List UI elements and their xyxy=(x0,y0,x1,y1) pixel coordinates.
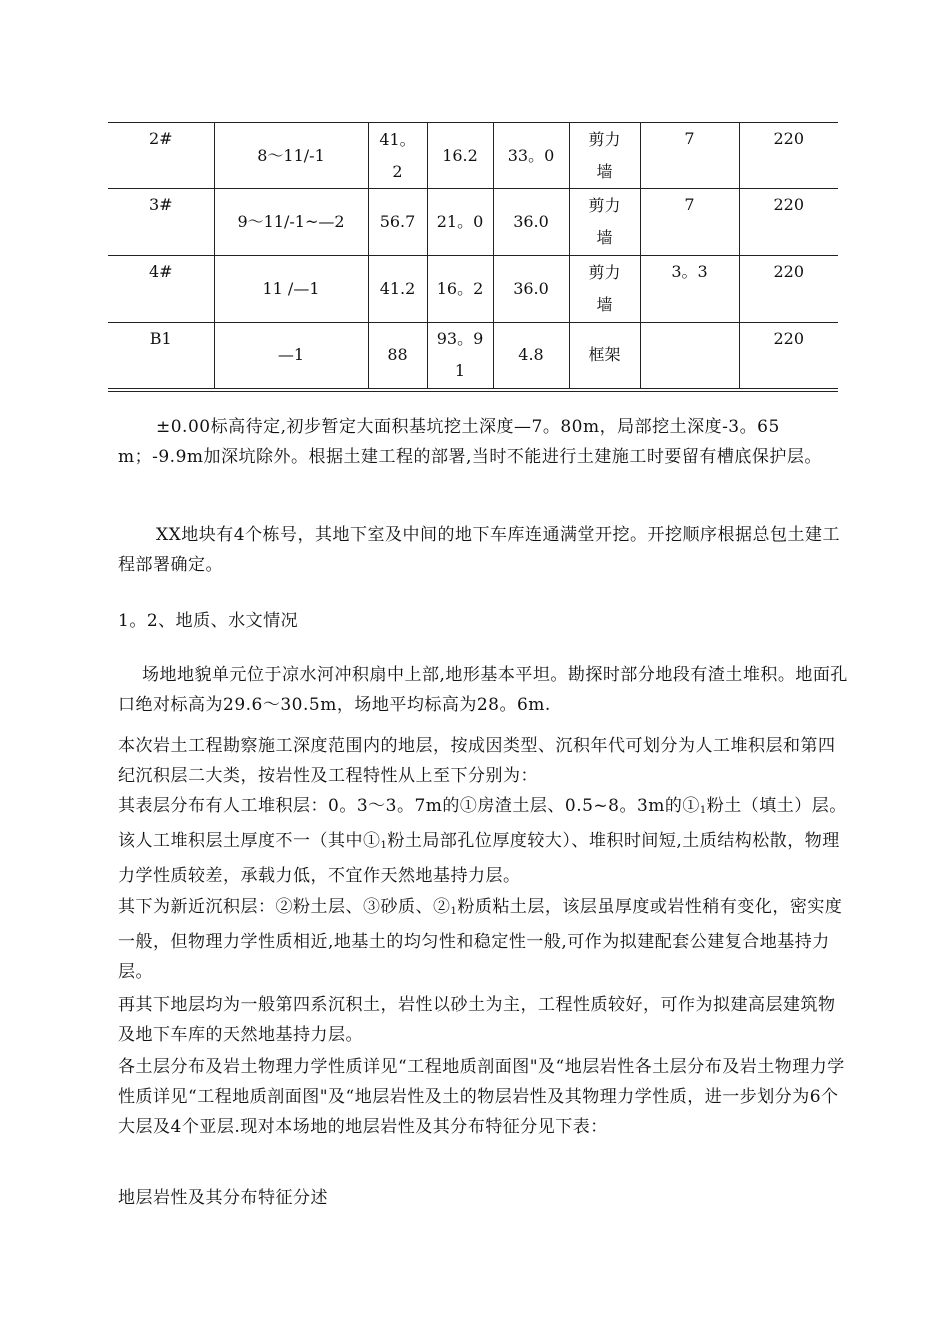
axis-cell: 11 /—1 xyxy=(214,256,368,323)
subscript: 1 xyxy=(699,805,707,816)
value-cell: 93。91 xyxy=(427,323,493,390)
table-row xyxy=(108,256,838,323)
height-cell: 41.2 xyxy=(368,256,427,323)
paragraph-recent-deposits xyxy=(118,892,848,987)
value-cell: 220 xyxy=(739,123,838,189)
structure-cell: 剪力墙 xyxy=(569,189,640,256)
value-cell: 21。0 xyxy=(427,189,493,256)
building-spec-table xyxy=(108,122,838,392)
building-id-cell: B1 xyxy=(108,323,214,390)
paragraph-site-blocks: XX地块有4个栋号，其地下室及中间的地下车库连通满堂开挖。开挖顺序根据总包土建工程部署确定。 xyxy=(118,525,841,575)
value-cell: 7 xyxy=(640,189,739,256)
table-row xyxy=(108,123,838,189)
paragraph-fill-layer xyxy=(118,791,848,891)
paragraph-landform: 场地地貌单元位于凉水河冲积扇中上部,地形基本平坦。勘探时部分地段有渣土堆积。地面孔口绝对标高为29.6～30.5m，场地平均标高为28。6m. xyxy=(118,665,848,715)
paragraph-excavation-depth: ±0.00标高待定,初步暂定大面积基坑挖土深度—7。80m，局部挖土深度-3。65 m；-9.9m加深坑除外。根据土建工程的部署,当时不能进行土建施工时要留有槽底保护层。 xyxy=(118,417,822,467)
axis-cell: 8～11/-1 xyxy=(214,123,368,189)
section-heading: 1。2、地质、水文情况 xyxy=(118,611,299,631)
paragraph-references: 各土层分布及岩土物理力学性质详见“工程地质剖面图"及“地层岩性各土层分布及岩土物理力学性质详见“工程地质剖面图"及“地层岩性及土的物层岩性及其物理力学性质，进一步划分为6个大层及4个亚层.现对本场地的地层岩性及其分布特征分见下表： xyxy=(118,1057,845,1137)
paragraph-table-caption: 地层岩性及其分布特征分述 xyxy=(118,1188,328,1208)
value-cell: 220 xyxy=(739,323,838,390)
text-segment: 粉土（填土）层。该人工堆积层土厚度不一（其中① xyxy=(118,796,847,851)
subscript: 1 xyxy=(450,906,458,917)
axis-cell: —1 xyxy=(214,323,368,390)
value-cell: 16.2 xyxy=(427,123,493,189)
axis-cell: 9～11/-1~—2 xyxy=(214,189,368,256)
structure-cell: 框架 xyxy=(569,323,640,390)
height-cell: 88 xyxy=(368,323,427,390)
value-cell: 4.8 xyxy=(493,323,569,390)
value-cell: 36.0 xyxy=(493,189,569,256)
value-cell: 36.0 xyxy=(493,256,569,323)
value-cell: 7 xyxy=(640,123,739,189)
subscript: 1 xyxy=(380,840,388,851)
building-id-cell: 3# xyxy=(108,189,214,256)
value-cell: 16。2 xyxy=(427,256,493,323)
value-cell: 220 xyxy=(739,189,838,256)
value-cell: 33。0 xyxy=(493,123,569,189)
building-id-cell: 4# xyxy=(108,256,214,323)
text-segment: 粉土局部孔位厚度较大）、堆积时间短,土质结构松散，物理力学性质较差，承载力低，不宜作天然地基持力层。 xyxy=(118,831,840,886)
paragraph-strata-intro: 本次岩土工程勘察施工深度范围内的地层，按成因类型、沉积年代可划分为人工堆积层和第四纪沉积层二大类，按岩性及工程特性从上至下分别为： xyxy=(118,736,836,786)
paragraph-quaternary: 再其下地层均为一般第四系沉积土，岩性以砂土为主，工程性质较好，可作为拟建高层建筑物及地下车库的天然地基持力层。 xyxy=(118,995,836,1045)
height-cell: 56.7 xyxy=(368,189,427,256)
text-segment: 其表层分布有人工堆积层：0。3～3。7m的①房渣土层、0.5~8。3m的① xyxy=(118,796,700,816)
text-segment: 粉质粘土层，该层虽厚度或岩性稍有变化，密实度一般，但物理力学性质相近,地基土的均匀性和稳定性一般,可作为拟建配套公建复合地基持力层。 xyxy=(118,897,843,982)
value-cell: 3。3 xyxy=(640,256,739,323)
value-cell xyxy=(640,323,739,390)
building-id-cell: 2# xyxy=(108,123,214,189)
table-row xyxy=(108,323,838,390)
structure-cell: 剪力墙 xyxy=(569,123,640,189)
value-cell: 220 xyxy=(739,256,838,323)
table-row xyxy=(108,189,838,256)
structure-cell: 剪力墙 xyxy=(569,256,640,323)
text-segment: 其下为新近沉积层：②粉土层、③砂质、② xyxy=(118,897,451,917)
height-cell: 41。2 xyxy=(368,123,427,189)
